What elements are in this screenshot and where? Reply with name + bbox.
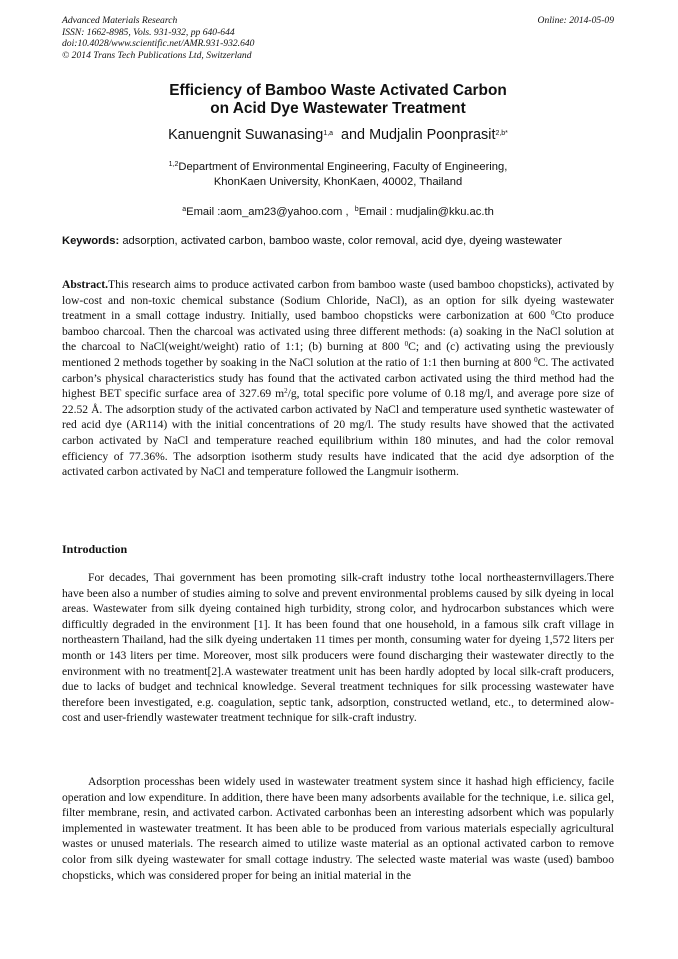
degree-sup-3: 0 <box>534 355 538 364</box>
email-b-sup: b <box>354 206 359 213</box>
email-b: Email : mudjalin@kku.ac.th <box>358 206 494 218</box>
abstract <box>62 277 614 480</box>
affiliation-line-1: Department of Environmental Engineering, Faculty of Engineering, <box>178 161 508 173</box>
issn-line: ISSN: 1662-8985, Vols. 931-932, pp 640-644 <box>62 26 235 38</box>
author-line <box>62 127 614 144</box>
email-line <box>62 205 614 220</box>
keywords-text: adsorption, activated carbon, bamboo waste, color removal, acid dye, dyeing wastewater <box>122 235 562 247</box>
paper-title <box>62 82 614 118</box>
author-and: and <box>341 127 366 143</box>
author-2: Mudjalin Poonprasit <box>369 127 496 143</box>
abstract-text-3: C; and (c) activating using the previously mentioned 2 methods together by soaking in the NaCl solution at the ratio of 1:1 then burning at 800 <box>62 340 614 369</box>
introduction-heading: Introduction <box>62 542 128 556</box>
introduction-paragraph-1: For decades, Thai government has been promoting silk-craft industry tothe local northeasternvillagers.There have been also a number of studies aiming to solve and prevent environmental problems caused by silk dyeing in local areas. Wastewater from silk dyeing contained high turbidity, strong color, and hydrocarbon substances which were difficultly degraded in the environment [1]. It has been found that one household, in a famous silk craft village in northeastern Thailand, had the silk dyeing undertaken 11 times per month, consuming water for dyeing 1,572 liters per month or 143 liters per time. Moreover, most silk producers were found discharging their wastewater directly to the environment with no treatment[2].A wastewater treatment unit has been hardly adopted by local silk-craft producers, due to lacks of budget and technical knowledge. Several treatment techniques for silk processing wastewater have therefore been investigated, e.g. coagulation, septic tank, adsorption, constructed wetland, etc., to determined alow-cost and user-friendly wastewater treatment technique for silk-craft industry. <box>62 571 614 725</box>
squared-sup: 2 <box>284 387 288 396</box>
affiliation <box>62 160 614 190</box>
journal-header <box>62 15 254 61</box>
keywords-label: Keywords: <box>62 235 120 247</box>
abstract-text-1: This research aims to produce activated carbon from bamboo waste (used bamboo chopsticks), activated by low-cost and non-toxic chemical substance (Sodium Chloride, NaCl), as an option for silk dyeing wastewater treatment in a small cottage industry. Initially, used bamboo chopsticks were carbonization at 600 <box>62 278 614 323</box>
abstract-text-5: /g, total specific pore volume of 0.18 mg/l, and average pore size of 22.52 Å. The adsorption study of the activated carbon activated by NaCl and temperature used synthetic wastewater of red acid dye (AR114) with the initial concentrations of 20 mg/l. The study results have showed that the activated carbon activated by NaCl and temperature reached equilibrium within 180 minutes, and had the color removal efficiency of 77.36%. The adsorption isotherm study results have indicated that the acid dye adsorption of the activated carbon activated by NaCl and temperature followed the Langmuir isotherm. <box>62 387 614 479</box>
title-line-2: on Acid Dye Wastewater Treatment <box>210 100 466 117</box>
abstract-label: Abstract. <box>62 278 109 291</box>
affiliation-line-2: KhonKaen University, KhonKaen, 40002, Thailand <box>213 176 463 188</box>
degree-sup-2: 0 <box>404 340 409 349</box>
doi-line: doi:10.4028/www.scientific.net/AMR.931-932.640 <box>62 38 255 50</box>
author-1-affil: 1,a <box>323 130 334 137</box>
email-a: Email :aom_am23@yahoo.com , <box>186 206 349 218</box>
abstract-text-2: Cto produce bamboo charcoal. Then the charcoal was activated using three different methods: (a) soaking in the NaCl solution at the charcoal to NaCl(weight/weight) ratio of 1:1; (b) burning at 800 <box>62 309 614 354</box>
title-line-1: Efficiency of Bamboo Waste Activated Carbon <box>169 82 507 99</box>
affiliation-sup: 1,2 <box>168 161 179 168</box>
copyright-line: © 2014 Trans Tech Publications Ltd, Switzerland <box>62 49 252 61</box>
author-2-affil: 2,b* <box>495 130 508 137</box>
keywords <box>62 234 614 248</box>
author-1: Kanuengnit Suwanasing <box>168 127 324 143</box>
abstract-text-4: C. The activated carbon’s physical characteristics study has found that the activated carbon activated using the third method had the highest BET specific surface area of 327.69 m <box>62 355 614 401</box>
online-date: Online: 2014-05-09 <box>537 15 614 26</box>
email-a-sup: a <box>182 206 187 213</box>
introduction-paragraph-2: Adsorption processhas been widely used in wastewater treatment system since it hashad high efficiency, facile operation and low expenditure. In addition, there have been many adsorbents available for the technique, i.e. silica gel, filter membrane, resin, and activated carbon. Activated carbonhas been an interesting adsorbent which was popularly implemented in wastewater treatment. It has been able to be produced from various materials especially agricultural wastes or unused materials. The research aimed to utilize waste material as an optional activated carbon to remove color from silk dyeing wastewater for small cottage industry. The selected waste material was waste (used) bamboo chopsticks, which was considered proper for being an initial material in the <box>62 775 614 882</box>
journal-name: Advanced Materials Research <box>62 15 178 26</box>
degree-sup-1: 0 <box>551 309 555 318</box>
